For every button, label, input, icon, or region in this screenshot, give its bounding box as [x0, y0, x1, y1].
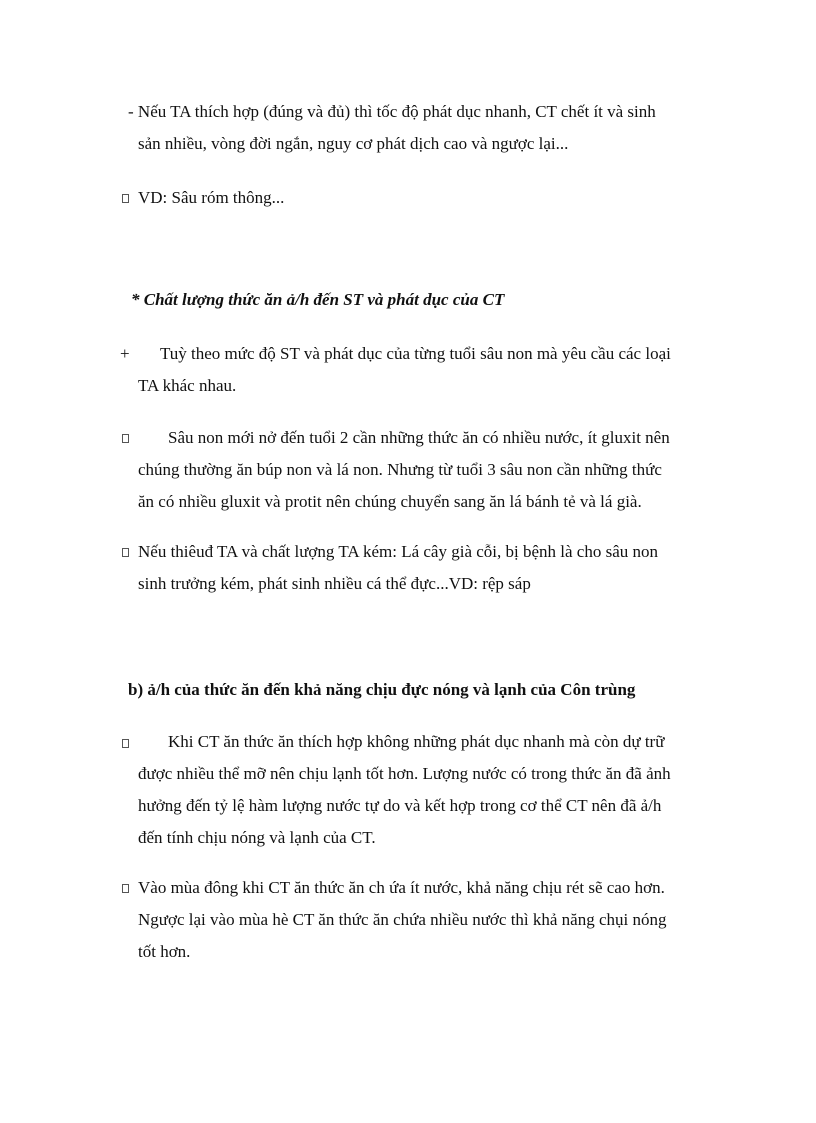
- paragraph-4-line-2: chúng thường ăn búp non và lá non. Nhưng từ tuổi 3 sâu non cần những thức: [138, 460, 662, 479]
- paragraph-2: [138, 182, 284, 214]
- bullet-icon: [122, 548, 129, 557]
- paragraph-5: [138, 536, 658, 600]
- paragraph-7-line-3: tốt hơn.: [138, 942, 191, 961]
- paragraph-6-line-3: hưởng đến tỷ lệ hàm lượng nước tự do và kết hợp trong cơ thể CT nên đã ả/h: [138, 796, 662, 815]
- paragraph-1-line-2: sản nhiều, vòng đời ngắn, nguy cơ phát dịch cao và ngược lại...: [138, 134, 569, 153]
- section-heading-1: [131, 284, 504, 316]
- paragraph-6-line-2: được nhiều thể mỡ nên chịu lạnh tốt hơn. Lượng nước có trong thức ăn đã ảnh: [138, 764, 671, 783]
- section-heading-1-text: * Chất lượng thức ăn ả/h đến ST và phát dục của CT: [131, 290, 505, 309]
- paragraph-3-line-1-text: Tuỳ theo mức độ ST và phát dục của từng tuổi sâu non mà yêu cầu các loại: [160, 344, 671, 363]
- section-heading-2: [128, 674, 635, 706]
- bullet-icon: [122, 434, 129, 443]
- bullet-icon: [122, 739, 129, 748]
- paragraph-2-line-1: VD: Sâu róm thông...: [138, 188, 285, 207]
- bullet-icon: [122, 884, 129, 893]
- paragraph-3: [138, 338, 671, 402]
- paragraph-4-line-1-text: Sâu non mới nở đến tuổi 2 cần những thức ăn có nhiều nước, ít gluxit nên: [168, 428, 670, 447]
- plus-marker: +: [120, 344, 130, 363]
- paragraph-7-line-1: Vào mùa đông khi CT ăn thức ăn ch ứa ít nước, khả năng chịu rét sẽ cao hơn.: [138, 878, 665, 897]
- paragraph-6-line-1-text: Khi CT ăn thức ăn thích hợp không những phát dục nhanh mà còn dự trữ: [168, 732, 665, 751]
- paragraph-4: [138, 422, 670, 518]
- paragraph-6-line-4: đến tính chịu nóng và lạnh của CT.: [138, 828, 376, 847]
- paragraph-5-line-1: Nếu thiêuđ TA và chất lượng TA kém: Lá cây già cỗi, bị bệnh là cho sâu non: [138, 542, 659, 561]
- paragraph-6: [138, 726, 671, 854]
- paragraph-3-line-2: TA khác nhau.: [138, 376, 237, 395]
- paragraph-3-line-1: [138, 338, 671, 370]
- paragraph-6-line-1: [138, 726, 671, 758]
- section-heading-2-text: b) ả/h của thức ăn đến khả năng chịu đực nóng và lạnh của Côn trùng: [128, 680, 636, 699]
- paragraph-1: [128, 96, 656, 160]
- paragraph-4-line-1: [138, 422, 670, 454]
- paragraph-7-line-2: Ngược lại vào mùa hè CT ăn thức ăn chứa nhiều nước thì khả năng chụi nóng: [138, 910, 667, 929]
- paragraph-1-line-1: - Nếu TA thích hợp (đúng và đủ) thì tốc độ phát dục nhanh, CT chết ít và sinh: [128, 102, 656, 121]
- bullet-icon: [122, 194, 129, 203]
- paragraph-7: [138, 872, 667, 968]
- paragraph-4-line-3: ăn có nhiều gluxit và protit nên chúng chuyển sang ăn lá bánh tẻ và lá già.: [138, 492, 642, 511]
- paragraph-5-line-2: sinh trưởng kém, phát sinh nhiều cá thể đực...VD: rệp sáp: [138, 574, 531, 593]
